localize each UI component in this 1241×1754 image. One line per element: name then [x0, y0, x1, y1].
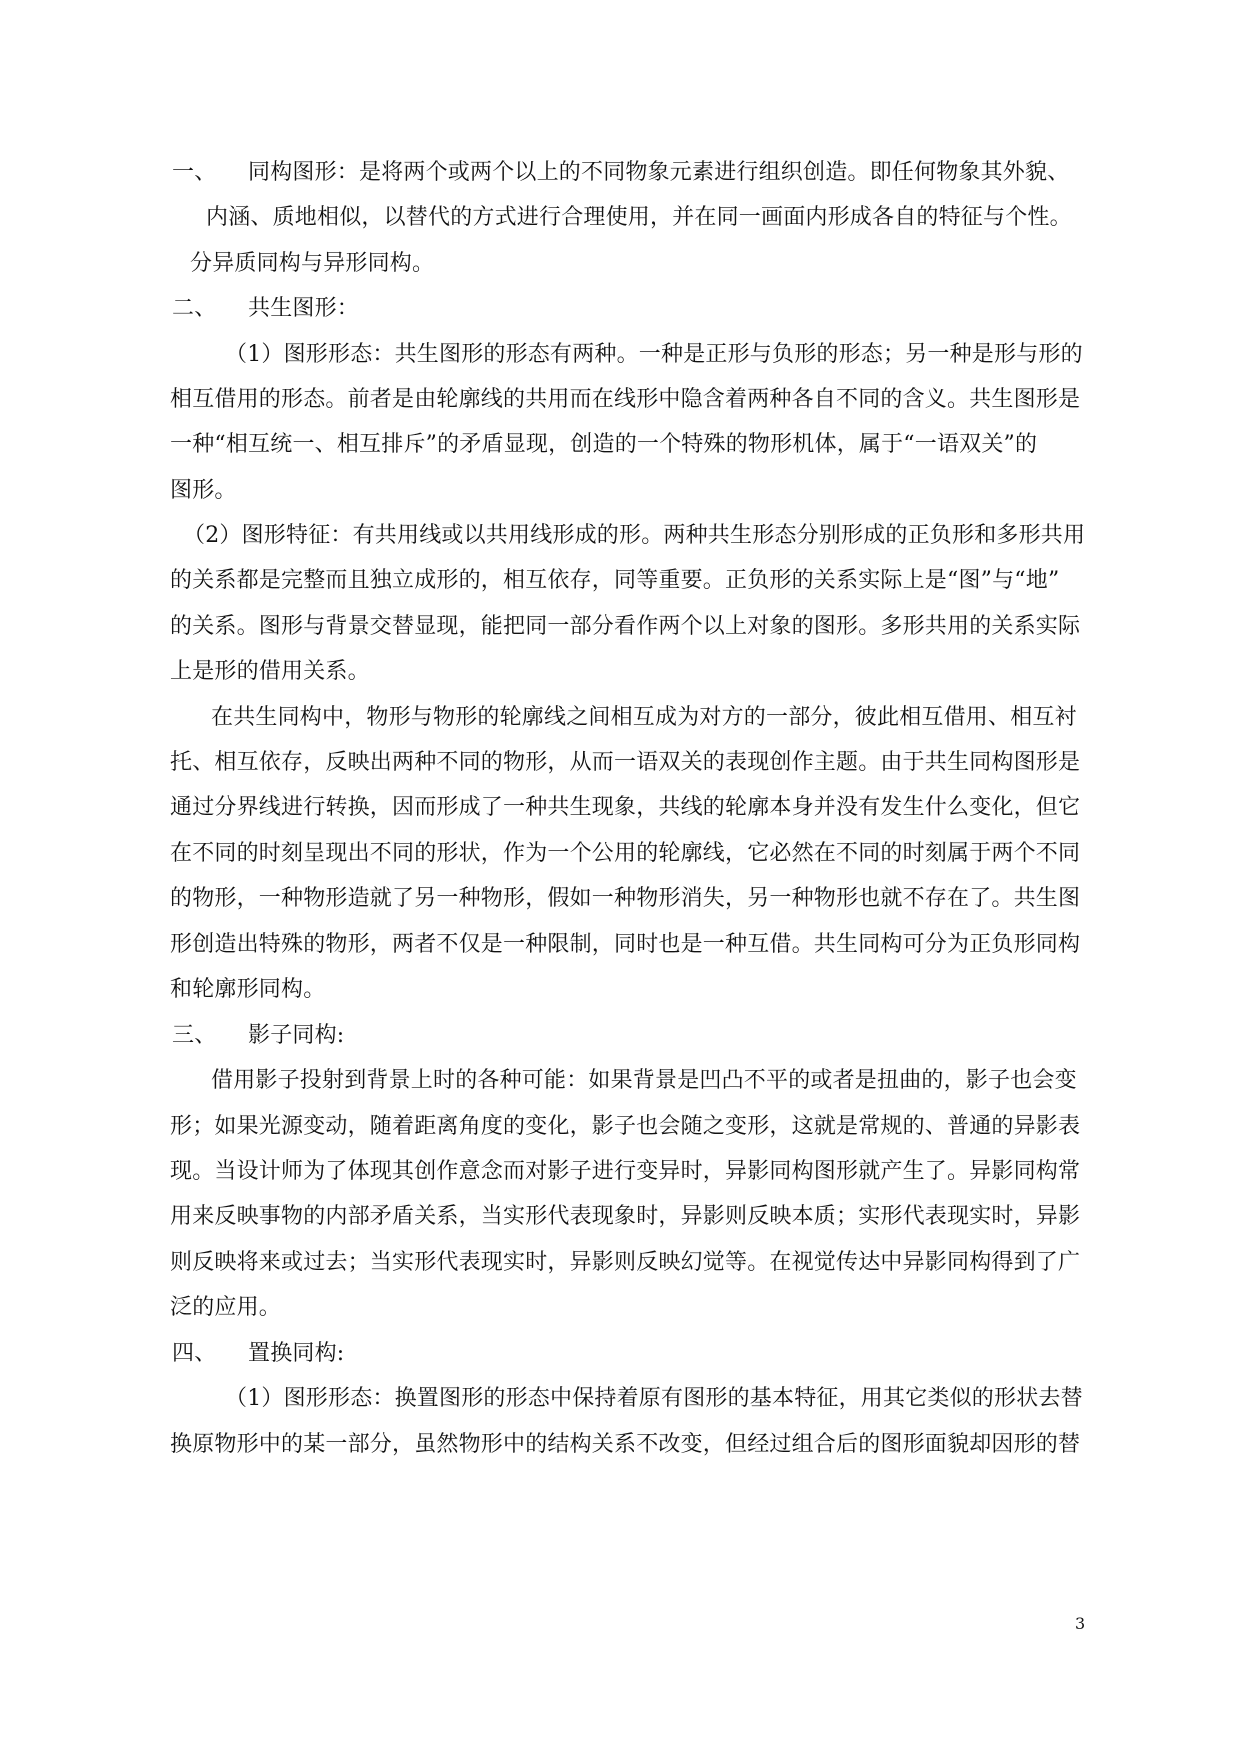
paragraph-line: （2）图形特征：有共用线或以共用线形成的形。两种共生形态分别形成的正负形和多形共用 — [183, 523, 1086, 548]
section-1-heading: 同构图形：是将两个或两个以上的不同物象元素进行组织创造。即任何物象其外貌、 — [248, 160, 1070, 185]
paragraph-line: 和轮廓形同构。 — [170, 977, 326, 1002]
section-1-number: 一、 — [172, 160, 217, 185]
paragraph-line: （1）图形形态：换置图形的形态中保持着原有图形的基本特征，用其它类似的形状去替 — [225, 1386, 1083, 1411]
paragraph-line: 内涵、质地相似，以替代的方式进行合理使用，并在同一画面内形成各自的特征与个性。 — [206, 205, 1072, 230]
paragraph-line: 换原物形中的某一部分，虽然物形中的结构关系不改变，但经过组合后的图形面貌却因形的替 — [170, 1432, 1081, 1457]
paragraph-line: 现。当设计师为了体现其创作意念而对影子进行变异时，异影同构图形就产生了。异影同构常 — [170, 1159, 1081, 1184]
paragraph-line: 通过分界线进行转换，因而形成了一种共生现象，共线的轮廓本身并没有发生什么变化，但它 — [170, 795, 1081, 820]
paragraph-line: 托、相互依存，反映出两种不同的物形，从而一语双关的表现创作主题。由于共生同构图形是 — [170, 750, 1081, 775]
paragraph-line: 在不同的时刻呈现出不同的形状，作为一个公用的轮廓线，它必然在不同的时刻属于两个不同 — [170, 841, 1081, 866]
section-3-heading: 影子同构: — [248, 1023, 345, 1048]
paragraph-line: 泛的应用。 — [170, 1295, 282, 1320]
paragraph-line: 借用影子投射到背景上时的各种可能：如果背景是凹凸不平的或者是扭曲的，影子也会变 — [211, 1068, 1077, 1093]
paragraph-line: 的关系都是完整而且独立成形的，相互依存，同等重要。正负形的关系实际上是“图”与“地” — [170, 568, 1060, 593]
section-4-number: 四、 — [172, 1341, 217, 1366]
section-3-number: 三、 — [172, 1023, 217, 1048]
paragraph-line: 在共生同构中，物形与物形的轮廓线之间相互成为对方的一部分，彼此相互借用、相互衬 — [211, 705, 1077, 730]
paragraph-line: 图形。 — [170, 478, 237, 503]
paragraph-line: 形创造出特殊的物形，两者不仅是一种限制，同时也是一种互借。共生同构可分为正负形同构 — [170, 932, 1081, 957]
paragraph-line: 的关系。图形与背景交替显现，能把同一部分看作两个以上对象的图形。多形共用的关系实际 — [170, 614, 1081, 639]
paragraph-line: 一种“相互统一、相互排斥”的矛盾显现，创造的一个特殊的物形机体，属于“一语双关”的 — [170, 432, 1038, 457]
page-number: 3 — [1075, 1614, 1086, 1633]
paragraph-line: 形；如果光源变动，随着距离角度的变化，影子也会随之变形，这就是常规的、普通的异影表 — [170, 1114, 1081, 1139]
paragraph-line: 的物形，一种物形造就了另一种物形，假如一种物形消失，另一种物形也就不存在了。共生图 — [170, 886, 1081, 911]
paragraph-line: 相互借用的形态。前者是由轮廓线的共用而在线形中隐含着两种各自不同的含义。共生图形是 — [170, 387, 1081, 412]
section-2-heading: 共生图形： — [248, 296, 360, 321]
paragraph-line: 则反映将来或过去；当实形代表现实时，异影则反映幻觉等。在视觉传达中异影同构得到了广 — [170, 1250, 1081, 1275]
paragraph-line: 用来反映事物的内部矛盾关系，当实形代表现象时，异影则反映本质；实形代表现实时，异影 — [170, 1204, 1081, 1229]
section-2-number: 二、 — [172, 296, 217, 321]
paragraph-line: （1）图形形态：共生图形的形态有两种。一种是正形与负形的形态；另一种是形与形的 — [225, 342, 1083, 367]
section-4-heading: 置换同构: — [248, 1341, 345, 1366]
paragraph-line: 分异质同构与异形同构。 — [190, 251, 435, 276]
paragraph-line: 上是形的借用关系。 — [170, 659, 370, 684]
